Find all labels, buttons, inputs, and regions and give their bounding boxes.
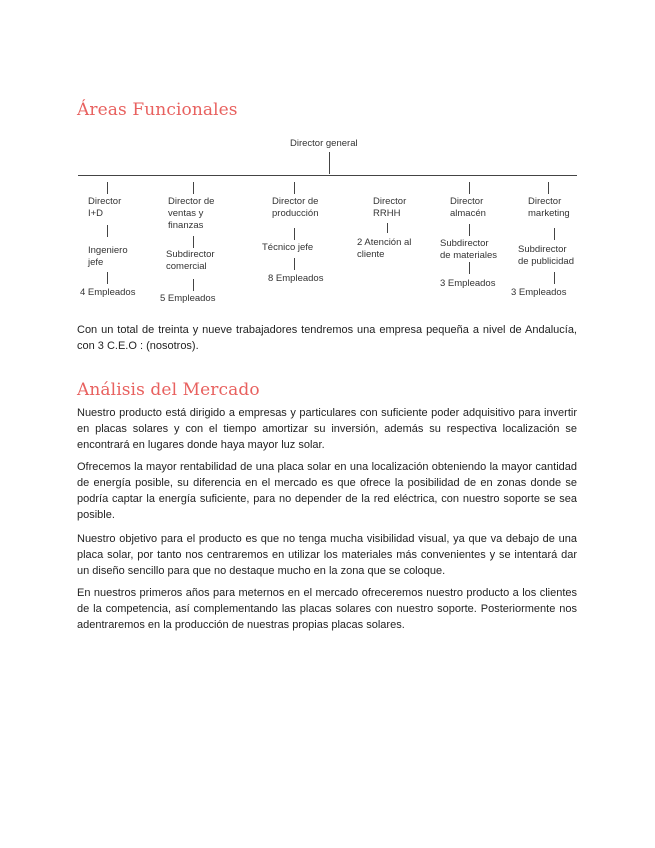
paragraph-market-3: Nuestro objetivo para el producto es que no tenga mucha visibilidad visual, ya que va debajo de una placa solar, por tanto nos centraremos en utilizar los materiales más convenientes y se intentará dar un diseño sencillo para que no destaque mucho en la zona que se coloque. [77, 533, 577, 577]
org-connector [107, 182, 108, 194]
org-director: Director marketing [528, 196, 570, 219]
org-connector [294, 258, 295, 270]
org-director: Director de producción [272, 196, 319, 219]
org-connector [387, 223, 388, 233]
org-connector [554, 272, 555, 284]
org-employees: 8 Empleados [268, 273, 324, 284]
org-connector [193, 279, 194, 291]
section-heading-areas: Áreas Funcionales [77, 100, 238, 120]
org-root-label: Director general [290, 138, 358, 149]
org-employees: 5 Empleados [160, 293, 216, 304]
org-director: Director de ventas y finanzas [168, 196, 215, 231]
paragraph-market-2: Ofrecemos la mayor rentabilidad de una placa solar en una localización obteniendo la mayor cantidad de energía posible, su diferencia en el mercado es que ofrece la posibilidad de en zonas donde se podría captar la energía suficiente, para no depender de la red eléctrica, con nuestro soporte se sea posible. [77, 461, 577, 521]
org-connector [294, 182, 295, 194]
org-connector [469, 182, 470, 194]
org-subordinate: Subdirector de materiales [440, 238, 498, 261]
org-employees: 4 Empleados [80, 287, 136, 298]
org-subordinate: Técnico jefe [262, 242, 314, 253]
org-connector [294, 228, 295, 240]
paragraph-market-1: Nuestro producto está dirigido a empresas y particulares con suficiente poder adquisitivo para invertir en placas solares y con el tiempo amortizar su inversión, además su respectiva localización se encontrará en lugares donde haya mayor luz solar. [77, 407, 577, 451]
org-employees: 3 Empleados [511, 287, 567, 298]
org-subordinate: Subdirector de publicidad [518, 244, 574, 267]
org-connector [554, 228, 555, 240]
org-subordinate: Ingeniero jefe [88, 245, 128, 268]
org-director: Director almacén [450, 196, 486, 219]
org-connector [548, 182, 549, 194]
org-connector [469, 262, 470, 274]
org-connector [107, 272, 108, 284]
org-connector [107, 225, 108, 237]
org-connector [193, 236, 194, 248]
org-subordinate: 2 Atención al cliente [357, 237, 412, 260]
org-connector [329, 152, 330, 174]
org-chart [0, 0, 655, 330]
paragraph-total-workers: Con un total de treinta y nueve trabajadores tendremos una empresa pequeña a nivel de Andalucía, con 3 C.E.O : (nosotros). [77, 324, 577, 352]
org-connector [469, 224, 470, 236]
section-heading-market: Análisis del Mercado [77, 380, 260, 400]
org-subordinate: Subdirector comercial [166, 249, 215, 272]
org-director: Director I+D [88, 196, 122, 219]
org-connector [193, 182, 194, 194]
org-connector [78, 175, 577, 176]
org-employees: 3 Empleados [440, 278, 496, 289]
org-director: Director RRHH [373, 196, 407, 219]
paragraph-market-4: En nuestros primeros años para meternos en el mercado ofreceremos nuestro producto a los clientes de la competencia, así complementando las placas solares con nuestro soporte. Posteriormente nos adentraremos en la producción de nuestras propias placas solares. [77, 587, 577, 631]
